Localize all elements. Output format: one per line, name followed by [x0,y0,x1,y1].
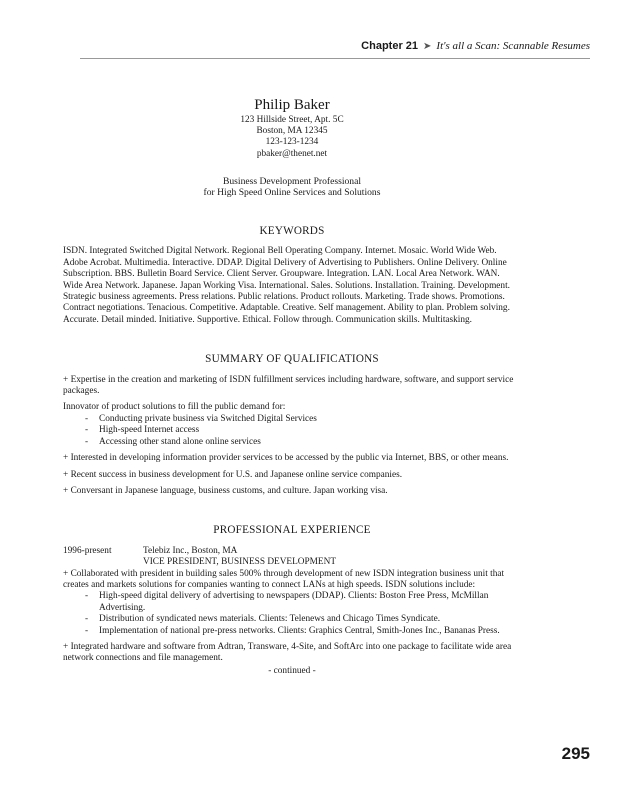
resume-header [63,96,521,199]
chapter-label: Chapter 21 [361,40,419,52]
phone-line: 123-123-1234 [265,137,319,148]
list-item: - Accessing other stand alone online services [85,437,521,448]
chapter-title: It's all a Scan: Scannable Resumes [436,40,590,52]
contact-block [63,115,521,160]
qualification-intro: Innovator of product solutions to fill the public demand for: [63,402,286,413]
objective-block [63,176,521,199]
objective-line: Business Development Professional [222,175,362,187]
running-head-text [361,40,590,52]
running-head [0,40,624,60]
job-title: VICE PRESIDENT, BUSINESS DEVELOPMENT [143,557,337,568]
qualification-item: + Recent success in business development for U.S. and Japanese online service companies. [63,469,403,480]
job-paragraph: + Integrated hardware and software from Adtran, Transware, 4-Site, and SoftArc into one package to facilitate wide area network connections and file management. [63,641,512,664]
keywords-heading: KEYWORDS [259,225,325,237]
job-dates: 1996-present [63,545,112,556]
city-line: Boston, MA 12345 [256,126,328,137]
qualification-item: + Interested in developing information provider services to be accessed by the public via Internet, BBS, or other means. [63,453,509,464]
candidate-name: Philip Baker [254,97,330,113]
experience-heading: PROFESSIONAL EXPERIENCE [213,524,371,537]
header-rule [80,58,590,59]
keywords-text: ISDN. Integrated Switched Digital Network. Regional Bell Operating Company. Internet. Mosaic. World Wide Web. Adobe Acrobat. Multimedia. Interactive. DDAP. Digital Delivery of Advertising to Publishers. Online Delivery. Online Subscription. BBS. Bulletin Board Service. Client Server. Groupware. Integration. LAN. Local Area Network. WAN. Wide Area Network. Japanese. Japan Working Visa. International. Sales. Solutions. Installation. Training. Development. Strategic business agreements. Press relations. Public relations. Product rollouts. Marketing. Trade shows. Promotions. Contract negotiations. Tenacious. Competitive. Adaptable. Creative. Self management. Ability to plan. Problem solving. Accurate. Detail minded. Initiative. Supportive. Ethical. Follow through. Communication skills. Multitasking. [63,246,510,325]
arrow-icon: ➤ [423,41,432,52]
list-item: - High-speed Internet access [85,425,521,436]
objective-line: for High Speed Online Services and Solutions [203,187,381,199]
job-company: Telebiz Inc., Boston, MA [143,545,238,556]
resume-sample [63,96,521,677]
job-row [63,546,521,557]
page-number: 295 [561,744,590,763]
job-bullets [63,591,521,637]
address-line: 123 Hillside Street, Apt. 5C [240,115,344,125]
qualification-bullets [63,414,521,448]
job-paragraph: + Collaborated with president in building sales 500% through development of new ISDN integration business unit that creates and markets solutions for companies wanting to connect LANs at high speeds. ISDN solutions include: [63,568,505,590]
list-item: - Distribution of syndicated news materials. Clients: Telenews and Chicago Times Syndicate. [85,614,521,625]
qualification-item: + Expertise in the creation and marketing of ISDN fulfillment services including hardware, software, and support service packages. [63,374,514,397]
email-line: pbaker@thenet.net [256,148,328,159]
qualification-item: + Conversant in Japanese language, business customs, and culture. Japan working visa. [63,485,388,496]
list-item: - Implementation of national pre-press networks. Clients: Graphics Central, Smith-Jones Inc., Bananas Press. [85,626,521,637]
summary-heading: SUMMARY OF QUALIFICATIONS [205,353,379,366]
list-item: - High-speed digital delivery of advertising to newspapers (DDAP). Clients: Boston Free Press, McMillan Advertising. [85,591,521,614]
continued-note: - continued - [268,665,316,676]
list-item: - Conducting private business via Switched Digital Services [85,414,521,425]
